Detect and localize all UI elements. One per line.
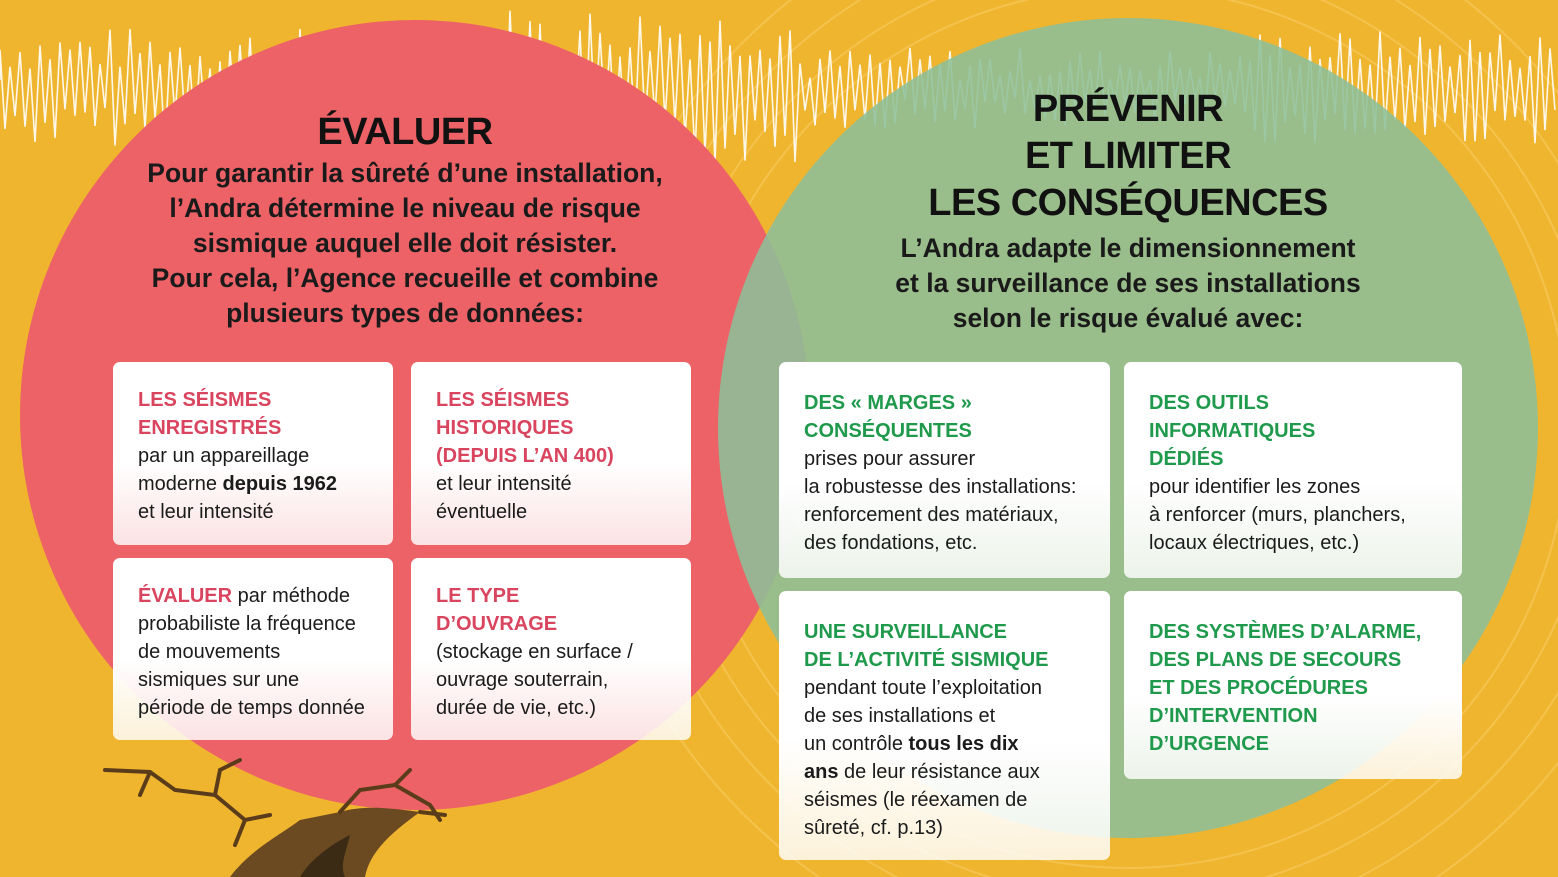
card-seismes-historiques (411, 362, 691, 545)
card-body-text: par méthode probabiliste la fréquence de mouvements sismiques sur une période de temps donnée (138, 585, 365, 719)
card-heading: LE TYPE D’OUVRAGE (436, 585, 558, 635)
card-heading: DES SYSTÈMES D’ALARME, DES PLANS DE SECOURS ET DES PROCÉDURES D’INTERVENTION D’URGENCE (1149, 621, 1422, 755)
card-surveillance-sismique (779, 591, 1110, 860)
card-body: et leur intensité éventuelle (436, 473, 572, 523)
prevenir-header (850, 86, 1406, 336)
card-body (138, 442, 373, 526)
card-seismes-enregistres (113, 362, 393, 545)
card-body-text: par un appareillage moderne (138, 445, 310, 495)
evaluer-header (120, 109, 690, 331)
card-heading: DES OUTILS INFORMATIQUES DÉDIÉS (1149, 392, 1316, 470)
card-heading: ÉVALUER (138, 585, 233, 607)
card-body: pour identifier les zones à renforcer (murs, planchers, locaux électriques, etc.) (1149, 476, 1406, 554)
card-heading: LES SÉISMES ENREGISTRÉS (138, 389, 282, 439)
prevenir-title: PRÉVENIR ET LIMITER LES CONSÉQUENCES (928, 88, 1328, 224)
card-outils-informatiques (1124, 362, 1462, 578)
card-systemes-alarme (1124, 591, 1462, 779)
card-body-text: et leur intensité (138, 501, 274, 523)
card-heading: DES « MARGES » CONSÉQUENTES (804, 392, 972, 442)
card-marges-consequentes (779, 362, 1110, 578)
card-body: (stockage en surface / ouvrage souterrain, durée de vie, etc.) (436, 641, 633, 719)
prevenir-intro: L’Andra adapte le dimensionnement et la surveillance de ses installations selon le risque évalué avec: (895, 233, 1361, 333)
evaluer-title: ÉVALUER (317, 111, 493, 153)
evaluer-intro: Pour garantir la sûreté d’une installation, l’Andra détermine le niveau de risque sismique auquel elle doit résister. Pour cela, l’Agence recueille et combine plusieurs types de données: (147, 158, 663, 328)
card-body-text: pendant toute l’exploitation de ses installations et un contrôle (804, 677, 1042, 755)
card-heading: LES SÉISMES HISTORIQUES (DEPUIS L’AN 400) (436, 389, 614, 467)
card-body-emphasis: depuis 1962 (222, 473, 338, 495)
card-body: prises pour assurer la robustesse des installations: renforcement des matériaux, des fondations, etc. (804, 448, 1077, 554)
card-evaluer-probabiliste (113, 558, 393, 740)
card-body (804, 674, 1090, 842)
card-body-text: de leur résistance aux séismes (le réexamen de sûreté, cf. p.13) (804, 761, 1040, 839)
card-type-ouvrage (411, 558, 691, 740)
card-body-emphasis: tous les dix ans (804, 733, 1019, 783)
card-heading: UNE SURVEILLANCE DE L’ACTIVITÉ SISMIQUE (804, 621, 1049, 671)
card-body (138, 582, 373, 722)
